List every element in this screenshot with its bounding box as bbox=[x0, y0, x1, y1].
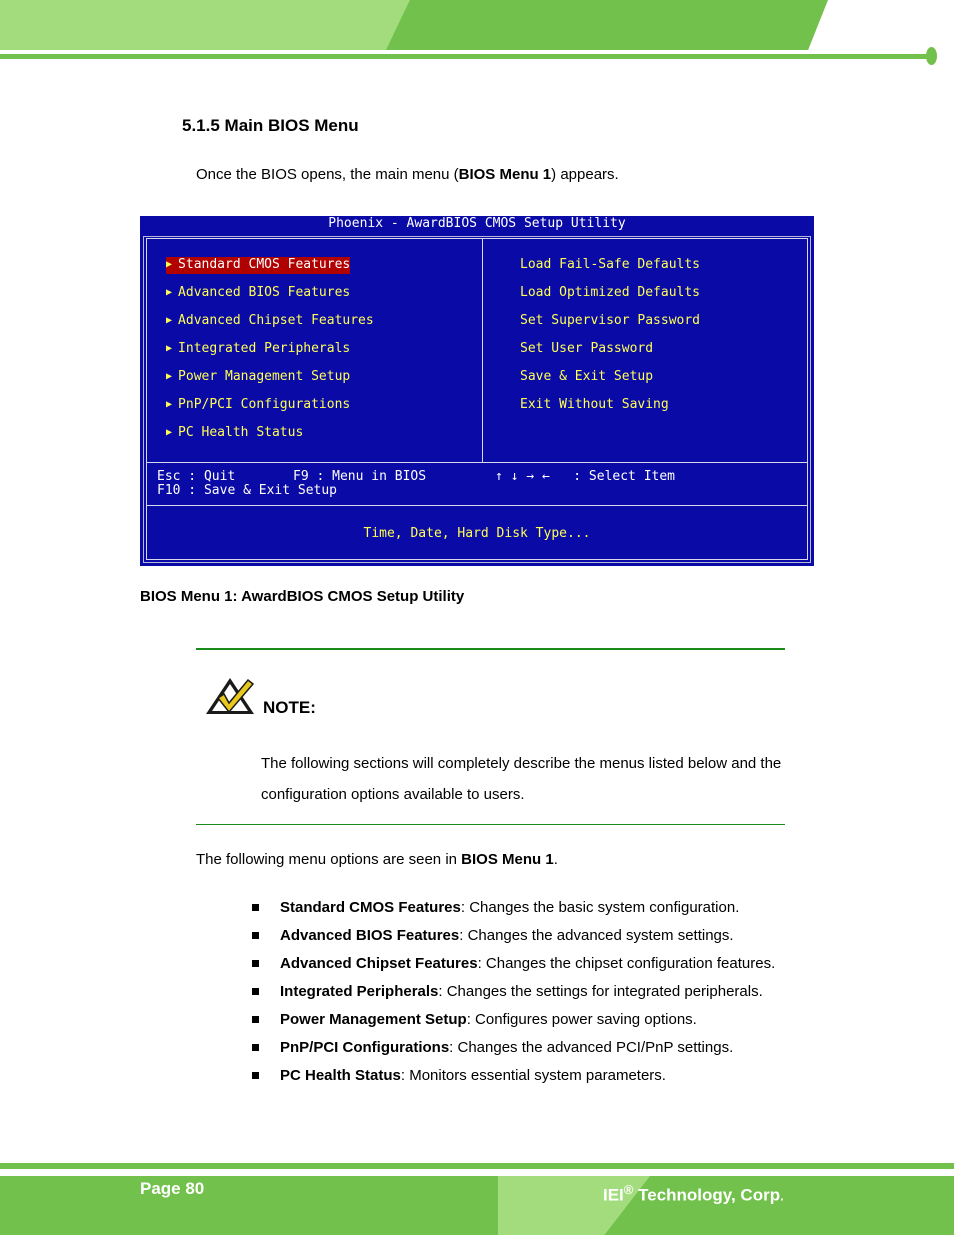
brand-iei: IEI bbox=[603, 1185, 624, 1205]
header-rule-end-dot bbox=[926, 47, 937, 65]
bios-menu-item-right[interactable]: Set User Password bbox=[520, 341, 654, 356]
figure-caption: BIOS Menu 1: AwardBIOS CMOS Setup Utility bbox=[140, 588, 465, 605]
bios-menu-item-right[interactable]: Load Fail-Safe Defaults bbox=[520, 257, 701, 272]
menu-options-list bbox=[250, 898, 775, 1094]
note-bottom-rule bbox=[196, 824, 785, 825]
bios-divider-keys-top bbox=[146, 462, 808, 463]
intro-paragraph bbox=[196, 165, 619, 185]
lead-paragraph bbox=[196, 850, 558, 870]
bios-divider-keys-bottom bbox=[146, 505, 808, 506]
list-item-description: : Changes the basic system configuration. bbox=[460, 899, 740, 916]
submenu-arrow-icon: ▶ bbox=[166, 315, 179, 326]
bios-menu-item-right[interactable]: Save & Exit Setup bbox=[520, 369, 654, 384]
bios-menu-item-right[interactable]: Exit Without Saving bbox=[520, 397, 669, 412]
list-item-description: : Changes the chipset configuration features. bbox=[477, 955, 776, 972]
note-top-rule bbox=[196, 648, 785, 650]
list-item-term: Advanced BIOS Features bbox=[280, 927, 460, 944]
registered-mark: ® bbox=[623, 1182, 634, 1197]
list-item-description: : Changes the advanced system settings. bbox=[459, 927, 734, 944]
intro-bold: BIOS Menu 1 bbox=[458, 166, 552, 183]
submenu-arrow-icon: ▶ bbox=[166, 343, 179, 354]
list-item bbox=[250, 1010, 775, 1038]
submenu-arrow-icon: ▶ bbox=[166, 287, 179, 298]
bios-title: Phoenix - AwardBIOS CMOS Setup Utility bbox=[328, 216, 626, 231]
list-item bbox=[250, 898, 775, 926]
bios-menu-item-label: Advanced BIOS Features bbox=[178, 285, 351, 300]
company-name bbox=[603, 1182, 784, 1206]
bullet-square-icon bbox=[252, 1016, 259, 1023]
submenu-arrow-icon: ▶ bbox=[166, 399, 179, 410]
bios-screenshot bbox=[140, 216, 814, 566]
intro-text-end: ) appears. bbox=[551, 166, 619, 183]
lead-text: The following menu options are seen in bbox=[196, 851, 462, 868]
list-item bbox=[250, 982, 775, 1010]
submenu-arrow-icon: ▶ bbox=[166, 259, 179, 270]
company-dot: . bbox=[780, 1188, 784, 1204]
bios-key-esc: Esc : Quit bbox=[157, 469, 236, 484]
bios-menu-item-left[interactable] bbox=[166, 341, 350, 358]
bullet-square-icon bbox=[252, 988, 259, 995]
bios-key-f9: F9 : Menu in BIOS bbox=[293, 469, 427, 484]
bios-help-text: Time, Date, Hard Disk Type... bbox=[363, 526, 591, 541]
list-item-description: : Changes the advanced PCI/PnP settings. bbox=[449, 1039, 734, 1056]
intro-text: Once the BIOS opens, the main menu ( bbox=[196, 166, 459, 183]
list-item-term: Power Management Setup bbox=[280, 1011, 467, 1028]
submenu-arrow-icon: ▶ bbox=[166, 427, 179, 438]
bios-menu-item-left[interactable] bbox=[166, 425, 303, 442]
bullet-square-icon bbox=[252, 960, 259, 967]
bullet-square-icon bbox=[252, 904, 259, 911]
list-item-term: Advanced Chipset Features bbox=[280, 955, 478, 972]
bullet-square-icon bbox=[252, 1044, 259, 1051]
bios-menu-item-right[interactable]: Load Optimized Defaults bbox=[520, 285, 701, 300]
header-band-light bbox=[0, 0, 410, 50]
bios-menu-item-label: Advanced Chipset Features bbox=[178, 313, 374, 328]
company-text: Technology, Corp bbox=[633, 1185, 781, 1205]
bios-menu-item-label: PnP/PCI Configurations bbox=[178, 397, 351, 412]
bios-menu-item-left[interactable] bbox=[166, 313, 374, 330]
list-item-description: : Changes the settings for integrated peripherals. bbox=[438, 983, 763, 1000]
bios-menu-item-left[interactable] bbox=[166, 285, 350, 302]
list-item bbox=[250, 926, 775, 954]
page-number: Page 80 bbox=[140, 1179, 205, 1198]
header-band-dark bbox=[386, 0, 828, 50]
list-item bbox=[250, 954, 775, 982]
lead-text-end: . bbox=[553, 851, 558, 868]
list-item-description: : Monitors essential system parameters. bbox=[400, 1067, 666, 1084]
lead-bold: BIOS Menu 1 bbox=[461, 851, 554, 868]
list-item bbox=[250, 1038, 775, 1066]
list-item-term: Standard CMOS Features bbox=[280, 899, 461, 916]
submenu-arrow-icon: ▶ bbox=[166, 371, 179, 382]
list-item-description: : Configures power saving options. bbox=[466, 1011, 697, 1028]
list-item-term: PC Health Status bbox=[280, 1067, 401, 1084]
bios-menu-item-label: PC Health Status bbox=[178, 425, 304, 440]
bullet-square-icon bbox=[252, 1072, 259, 1079]
bios-key-arrows: ↑ ↓ → ← : Select Item bbox=[495, 469, 676, 484]
bios-menu-item-left[interactable] bbox=[166, 369, 350, 386]
bios-menu-item-label: Standard CMOS Features bbox=[178, 257, 351, 272]
bullet-square-icon bbox=[252, 932, 259, 939]
footer-rule bbox=[0, 1163, 954, 1169]
bios-menu-item-left[interactable] bbox=[166, 257, 350, 274]
bios-menu-item-label: Power Management Setup bbox=[178, 369, 351, 384]
bios-menu-item-left[interactable] bbox=[166, 397, 350, 414]
bios-menu-item-right[interactable]: Set Supervisor Password bbox=[520, 313, 701, 328]
bios-key-f10: F10 : Save & Exit Setup bbox=[157, 483, 338, 498]
note-text: The following sections will completely describe the menus listed below and the configuration options available to users. bbox=[261, 755, 782, 803]
checkmark-note-icon bbox=[204, 676, 256, 716]
section-heading: 5.1.5 Main BIOS Menu bbox=[182, 116, 359, 135]
note-label: NOTE: bbox=[263, 698, 316, 717]
bios-menu-item-label: Integrated Peripherals bbox=[178, 341, 351, 356]
list-item bbox=[250, 1066, 775, 1094]
list-item-term: Integrated Peripherals bbox=[280, 983, 439, 1000]
list-item-term: PnP/PCI Configurations bbox=[280, 1039, 450, 1056]
bios-column-divider bbox=[482, 238, 483, 463]
header-rule bbox=[0, 54, 930, 59]
